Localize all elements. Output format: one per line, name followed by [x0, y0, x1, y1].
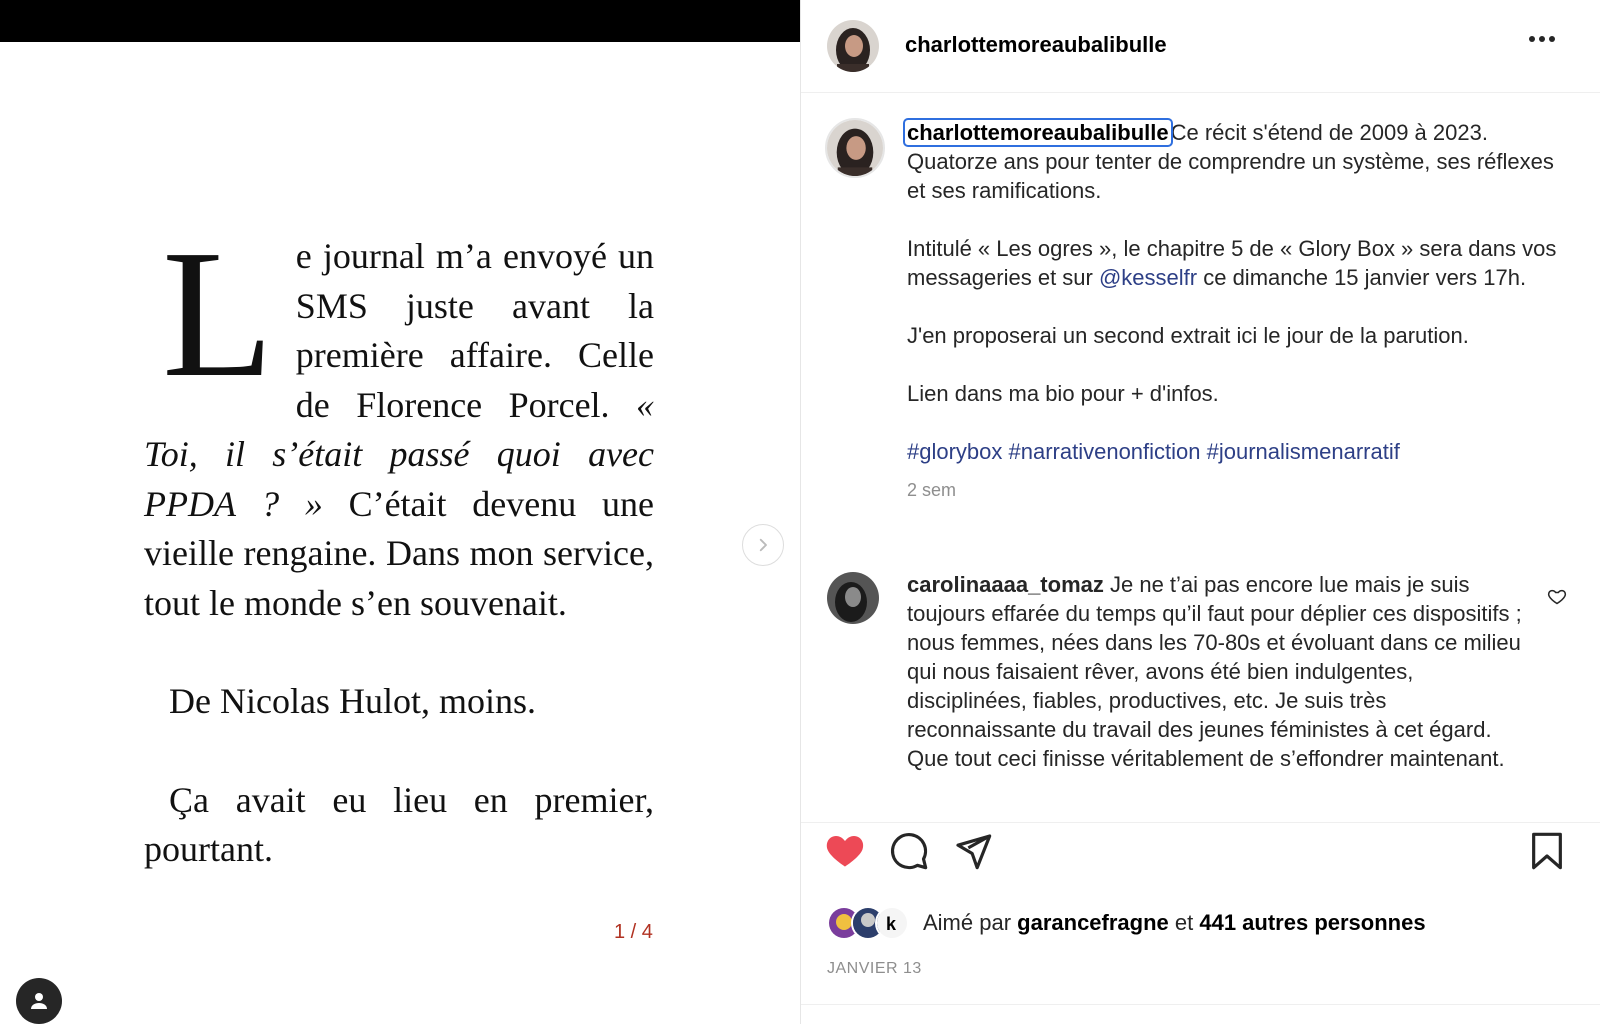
paragraph-2: De Nicolas Hulot, moins.	[169, 681, 536, 721]
caption-p4: Lien dans ma bio pour + d'infos.	[907, 381, 1219, 406]
caption-author-avatar[interactable]	[825, 118, 885, 178]
book-page-text	[144, 212, 654, 875]
comment-like-heart-icon[interactable]	[1547, 586, 1567, 606]
share-button[interactable]	[953, 831, 993, 871]
svg-text:k: k	[886, 914, 897, 934]
paragraph-1-text: e journal m’a envoyé un SMS juste avant la première affaire. Celle de Florence Porcel.	[295, 236, 654, 425]
paragraph-1	[144, 212, 654, 628]
likes-count[interactable]: 441 autres personnes	[1199, 910, 1426, 935]
paragraph-1-rest: C’était devenu une vieille rengaine. Dans mon service, tout le monde s’en souvenait.	[144, 483, 654, 623]
likes-summary	[827, 906, 1426, 940]
post-date[interactable]: JANVIER 13	[827, 960, 922, 977]
post-caption	[907, 118, 1567, 505]
caption-intro: Ce récit s'étend de 2009 à 2023. Quatorze ans pour tenter de comprendre un système, ses réflexes et ses ramifications.	[907, 120, 1554, 203]
author-avatar[interactable]	[827, 20, 879, 72]
bookmark-icon	[1527, 831, 1567, 871]
profile-button[interactable]	[16, 978, 62, 1024]
page-counter: 1 / 4	[614, 921, 653, 943]
paragraph-1-quote: « Toi, il s’était passé quoi avec PPDA ? »	[144, 384, 654, 524]
author-username[interactable]: charlottemoreaubalibulle	[905, 32, 1167, 57]
caption-p2-rest: ce dimanche 15 janvier vers 17h.	[1197, 265, 1527, 290]
send-icon	[953, 831, 993, 871]
comment	[907, 570, 1527, 773]
heart-filled-icon	[825, 831, 865, 871]
commenter-avatar[interactable]	[827, 572, 879, 624]
like-button[interactable]	[825, 831, 865, 871]
caption-p3: J'en proposerai un second extrait ici le jour de la parution.	[907, 323, 1469, 348]
person-icon	[27, 989, 51, 1013]
likes-middle: et	[1168, 910, 1200, 935]
comment-text: Je ne t’ai pas encore lue mais je suis toujours effarée du temps qu’il faut pour déplier ces dispositifs ; nous femmes, nées dans les 70-80s et évoluant dans ce milieu qui nous faisaient rêver, avons été bien indulgentes, disciplinées, fiables, productives, etc. Je suis très reconnaissante du travail des jeunes féministes à cet égard. Que tout ceci finisse véritablement de s’effondrer maintenant.	[907, 572, 1522, 771]
paragraph-3: Ça avait eu lieu en premier, pourtant.	[144, 779, 654, 869]
likes-prefix: Aimé par	[923, 910, 1018, 935]
post-time-ago: 2 sem	[907, 480, 957, 500]
media-top-bar	[0, 0, 800, 42]
post-header	[801, 0, 1600, 93]
next-slide-button[interactable]	[742, 524, 784, 566]
chevron-right-icon	[754, 536, 772, 554]
hashtags[interactable]: #glorybox #narrativenonfiction #journalismenarratif	[907, 439, 1400, 464]
drop-cap: L	[162, 212, 274, 415]
divider	[801, 1004, 1600, 1005]
caption-p2-text: Intitulé « Les ogres », le chapitre 5 de « Glory Box » sera dans vos messageries et sur	[907, 236, 1557, 290]
caption-username[interactable]: charlottemoreaubalibulle	[907, 120, 1169, 145]
likes-text	[923, 910, 1426, 936]
save-button[interactable]	[1527, 831, 1567, 871]
post-details-panel	[800, 0, 1600, 1024]
liked-by-user[interactable]: garancefragne	[1017, 910, 1169, 935]
mention-link[interactable]: @kesselfr	[1098, 265, 1198, 290]
liker-avatar-3	[875, 906, 909, 940]
comment-username[interactable]: carolinaaaa_tomaz	[907, 572, 1104, 597]
comment-button[interactable]	[889, 831, 929, 871]
post-media	[0, 0, 800, 1024]
comment-icon	[889, 831, 929, 871]
more-options-icon[interactable]	[1529, 36, 1555, 42]
